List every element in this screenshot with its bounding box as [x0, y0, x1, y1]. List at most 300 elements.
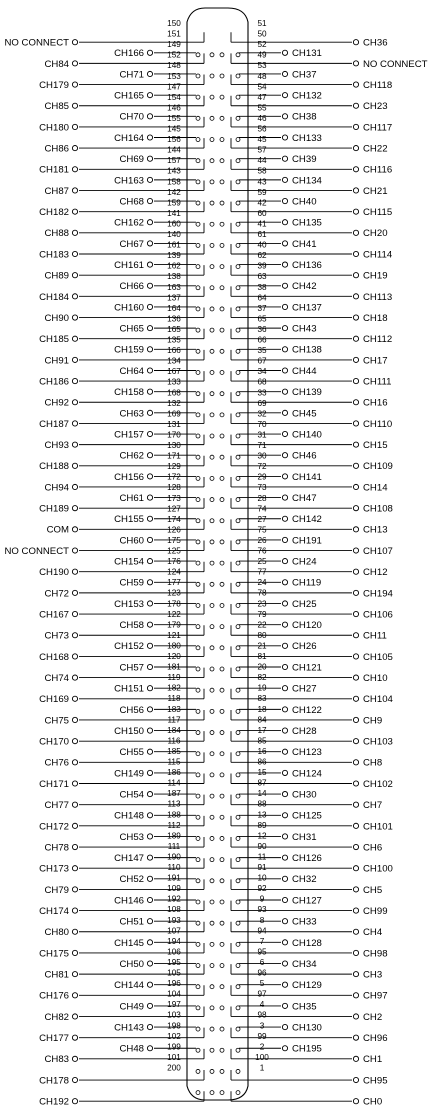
terminal-right	[353, 972, 358, 977]
pin-contact	[220, 646, 224, 650]
pin-number-left: 178	[167, 599, 181, 609]
pin-contact	[220, 1048, 224, 1052]
pin-contact	[210, 476, 214, 480]
pin-contact	[236, 603, 240, 607]
pin-contact	[210, 222, 214, 226]
pin-contact	[210, 95, 214, 99]
pin-contact	[196, 964, 200, 968]
terminal-left	[72, 336, 77, 341]
pin-contact	[210, 498, 214, 502]
terminal-right	[353, 484, 358, 489]
pin-number-left: 116	[167, 736, 181, 746]
channel-label-left-inner: CH58	[119, 620, 144, 632]
channel-label-right-inner: CH44	[292, 365, 317, 377]
pin-number-left: 155	[167, 113, 181, 123]
pin-contact	[196, 138, 200, 142]
pin-contact	[220, 540, 224, 544]
terminal-left-inner	[147, 707, 152, 712]
pin-contact	[210, 392, 214, 396]
pin-contact	[196, 349, 200, 353]
channel-label-left: CH82	[44, 1011, 69, 1023]
channel-label-left-inner: CH63	[119, 408, 144, 420]
terminal-left	[72, 887, 77, 892]
channel-label-left-inner: CH147	[114, 853, 144, 865]
pin-number-right: 48	[257, 71, 267, 81]
terminal-left-inner	[147, 304, 152, 309]
pin-contact	[196, 1027, 200, 1031]
pin-number-left: 134	[167, 356, 181, 366]
pin-number-right: 72	[257, 462, 267, 472]
pin-contact	[220, 731, 224, 735]
channel-label-left-inner: CH66	[119, 281, 144, 293]
pin-contact	[210, 900, 214, 904]
terminal-right	[353, 1099, 358, 1104]
pin-contact	[210, 921, 214, 925]
terminal-right	[353, 124, 358, 129]
pin-number-right: 30	[257, 451, 267, 461]
pin-contact	[210, 243, 214, 247]
terminal-left-inner	[147, 559, 152, 564]
pin-contact	[196, 243, 200, 247]
pin-contact	[196, 879, 200, 883]
pin-contact	[196, 159, 200, 163]
channel-label-right: CH115	[363, 207, 393, 219]
terminal-right	[353, 1014, 358, 1019]
pin-number-right: 37	[257, 303, 267, 313]
pin-number-right: 9	[259, 894, 265, 904]
terminal-left-inner	[147, 368, 152, 373]
pin-number-left: 105	[167, 968, 181, 978]
pin-contact	[210, 794, 214, 798]
pin-number-right: 97	[257, 989, 267, 999]
channel-label-left-inner: CH160	[114, 302, 144, 314]
pin-contact	[220, 392, 224, 396]
terminal-left	[72, 1099, 77, 1104]
terminal-right	[353, 378, 358, 383]
pin-number-left: 159	[167, 198, 181, 208]
pin-contact	[236, 476, 240, 480]
channel-label-left: CH74	[44, 673, 69, 684]
terminal-left	[72, 675, 77, 680]
pin-contact	[236, 1048, 240, 1052]
pin-number-right: 5	[259, 979, 265, 989]
channel-label-right: CH9	[363, 715, 383, 727]
channel-label-left: COM	[46, 524, 69, 536]
terminal-right-inner	[282, 559, 287, 564]
terminal-left-inner	[147, 326, 152, 331]
channel-label-right: CH6	[363, 842, 383, 854]
pin-contact	[236, 688, 240, 692]
terminal-left	[72, 1056, 77, 1061]
pin-contact	[196, 731, 200, 735]
terminal-right-inner	[282, 749, 287, 754]
terminal-left-inner	[147, 135, 152, 140]
pin-contact	[236, 455, 240, 459]
pin-number-left: 139	[167, 251, 181, 261]
channel-label-left-inner: CH156	[114, 471, 144, 483]
pin-number-right: 64	[257, 293, 267, 303]
pin-contact	[210, 265, 214, 269]
terminal-left	[72, 633, 77, 638]
channel-label-right: CH118	[363, 79, 393, 91]
channel-label-left-inner: CH51	[119, 916, 144, 928]
channel-label-left: CH180	[39, 122, 69, 134]
channel-label-right: CH103	[363, 736, 393, 748]
terminal-right	[353, 103, 358, 108]
pin-contact	[236, 1091, 240, 1095]
pin-number-left: 156	[167, 135, 181, 145]
pin-contact	[220, 180, 224, 184]
pin-contact	[196, 625, 200, 629]
pin-contact	[236, 53, 240, 57]
pin-contact	[196, 1048, 200, 1052]
pin-number-right: 70	[257, 419, 267, 429]
pin-contact	[220, 53, 224, 57]
channel-label-left: CH93	[44, 440, 69, 452]
pin-number-left: 153	[167, 71, 181, 81]
terminal-left	[72, 167, 77, 172]
channel-label-right-inner: CH120	[292, 620, 322, 632]
pin-number-left: 102	[167, 1031, 181, 1041]
channel-label-right: CH4	[363, 927, 383, 939]
channel-label-left-inner: CH62	[119, 450, 144, 462]
pin-number-right: 1	[259, 1063, 265, 1073]
channel-label-right-inner: CH31	[292, 831, 317, 843]
channel-label-right-inner: CH40	[292, 196, 317, 208]
pin-number-right: 62	[257, 251, 267, 261]
terminal-left	[72, 696, 77, 701]
terminal-right	[353, 696, 358, 701]
pin-number-right: 38	[257, 282, 267, 292]
pin-number-right: 32	[257, 409, 267, 419]
channel-label-right: CH15	[363, 440, 388, 452]
pin-contact	[220, 286, 224, 290]
pin-number-left: 101	[167, 1052, 181, 1062]
channel-label-left: CH171	[39, 778, 69, 790]
pin-number-right: 24	[257, 578, 267, 588]
channel-label-right: CH5	[363, 884, 383, 896]
terminal-right	[353, 993, 358, 998]
channel-label-right-inner: CH39	[292, 154, 317, 166]
terminal-right	[353, 61, 358, 66]
pin-number-right: 22	[257, 620, 267, 630]
pin-number-left: 184	[167, 725, 181, 735]
channel-label-left-inner: CH148	[114, 810, 144, 822]
pin-contact	[236, 858, 240, 862]
channel-label-left: CH186	[39, 376, 69, 388]
pin-contact	[220, 159, 224, 163]
terminal-left	[72, 40, 77, 45]
pin-contact	[236, 1069, 240, 1073]
pin-contact	[196, 53, 200, 57]
terminal-left-inner	[147, 453, 152, 458]
terminal-right-inner	[282, 135, 287, 140]
pin-number-right: 20	[257, 662, 267, 672]
pin-number-right: 40	[257, 240, 267, 250]
terminal-right-inner	[282, 580, 287, 585]
terminal-right	[353, 442, 358, 447]
pin-contact	[236, 921, 240, 925]
pin-number-left: 188	[167, 810, 181, 820]
pin-contact	[210, 603, 214, 607]
channel-label-left: CH85	[44, 101, 69, 113]
terminal-left-inner	[147, 982, 152, 987]
pin-contact	[236, 709, 240, 713]
channel-label-left: CH83	[44, 1054, 69, 1066]
pin-contact	[236, 582, 240, 586]
pin-number-left: 148	[167, 61, 181, 71]
terminal-right	[353, 1077, 358, 1082]
pin-contact	[220, 921, 224, 925]
pin-contact	[210, 858, 214, 862]
pin-number-right: 56	[257, 124, 267, 134]
pin-number-right: 43	[257, 177, 267, 187]
pin-number-left: 146	[167, 103, 181, 113]
terminal-left	[72, 124, 77, 129]
pin-contact	[236, 328, 240, 332]
channel-label-left: CH76	[44, 757, 69, 769]
pin-number-right: 31	[257, 430, 267, 440]
pin-contact	[236, 286, 240, 290]
pin-contact	[196, 667, 200, 671]
terminal-right-inner	[282, 770, 287, 775]
channel-label-left-inner: CH49	[119, 1001, 144, 1013]
pin-number-left: 198	[167, 1021, 181, 1031]
channel-label-right-inner: CH25	[292, 598, 317, 610]
terminal-left-inner	[147, 347, 152, 352]
channel-label-left-inner: CH55	[119, 747, 144, 759]
channel-label-left: CH72	[44, 588, 69, 600]
pin-contact	[196, 773, 200, 777]
pin-contact	[220, 74, 224, 78]
terminal-right	[353, 421, 358, 426]
pin-contact	[236, 180, 240, 184]
pin-number-left: 171	[167, 451, 181, 461]
terminal-right-inner	[282, 686, 287, 691]
terminal-left-inner	[147, 537, 152, 542]
pin-number-left: 152	[167, 50, 181, 60]
pin-number-right: 99	[257, 1031, 267, 1041]
channel-label-right-inner: CH195	[292, 1043, 322, 1055]
pin-number-left: 106	[167, 947, 181, 957]
pin-number-right: 17	[257, 725, 267, 735]
pin-number-left: 141	[167, 208, 181, 218]
channel-label-right-inner: CH133	[292, 132, 322, 144]
pin-number-left: 191	[167, 873, 181, 883]
channel-label-left: NO CONNECT	[4, 37, 69, 49]
terminal-right	[353, 1056, 358, 1061]
pin-contact	[236, 498, 240, 502]
pin-number-right: 47	[257, 92, 267, 102]
channel-label-right-inner: CH130	[292, 1022, 322, 1034]
pin-number-right: 23	[257, 599, 267, 609]
channel-label-left-inner: CH151	[114, 683, 144, 695]
pin-contact	[196, 392, 200, 396]
pin-contact	[210, 1048, 214, 1052]
terminal-right	[353, 1035, 358, 1040]
channel-label-right-inner: CH141	[292, 471, 322, 483]
terminal-left-inner	[147, 410, 152, 415]
pin-contact	[196, 434, 200, 438]
channel-label-right-inner: CH45	[292, 408, 317, 420]
channel-label-right-inner: CH34	[292, 958, 317, 970]
channel-label-left: CH188	[39, 461, 69, 473]
terminal-right-inner	[282, 389, 287, 394]
channel-label-right-inner: CH26	[292, 641, 317, 653]
channel-label-right: CH117	[363, 122, 393, 134]
pin-contact	[196, 794, 200, 798]
channel-label-left: CH169	[39, 694, 69, 706]
pin-number-right: 82	[257, 673, 267, 683]
pin-contact	[196, 74, 200, 78]
pin-contact	[210, 307, 214, 311]
terminal-left-inner	[147, 855, 152, 860]
terminal-left	[72, 209, 77, 214]
pin-number-right: 65	[257, 314, 267, 324]
terminal-right-inner	[282, 1003, 287, 1008]
channel-label-left: CH94	[44, 482, 69, 494]
pin-number-right: 89	[257, 820, 267, 830]
channel-label-right: CH98	[363, 948, 388, 960]
channel-label-right: CH8	[363, 757, 383, 769]
pin-contact	[236, 222, 240, 226]
pin-contact	[210, 773, 214, 777]
terminal-right	[353, 739, 358, 744]
pin-contact	[236, 1027, 240, 1031]
terminal-right	[353, 315, 358, 320]
terminal-left-inner	[147, 940, 152, 945]
channel-label-right: CH110	[363, 418, 393, 430]
pin-number-left: 177	[167, 578, 181, 588]
channel-label-left-inner: CH153	[114, 598, 144, 610]
pin-number-left: 122	[167, 609, 181, 619]
pin-number-left: 136	[167, 314, 181, 324]
terminal-left	[72, 866, 77, 871]
terminal-right-inner	[282, 601, 287, 606]
channel-label-left: CH183	[39, 249, 69, 261]
channel-label-right-inner: CH41	[292, 238, 317, 250]
terminal-left-inner	[147, 1046, 152, 1051]
pin-number-right: 91	[257, 863, 267, 872]
pin-number-left: 158	[167, 177, 181, 187]
terminal-right	[353, 717, 358, 722]
pin-contact	[220, 138, 224, 142]
pin-number-left: 124	[167, 567, 181, 577]
terminal-right	[353, 675, 358, 680]
pin-contact	[210, 836, 214, 840]
terminal-left	[72, 739, 77, 744]
terminal-right	[353, 336, 358, 341]
channel-label-right: CH3	[363, 969, 383, 981]
pin-number-left: 179	[167, 620, 181, 630]
channel-label-left: CH174	[39, 905, 69, 917]
terminal-left	[72, 103, 77, 108]
channel-label-left-inner: CH56	[119, 704, 144, 716]
pin-contact	[236, 413, 240, 417]
terminal-right	[353, 230, 358, 235]
channel-label-left-inner: CH164	[114, 132, 144, 144]
terminal-left-inner	[147, 114, 152, 119]
terminal-left	[72, 82, 77, 87]
pin-number-left: 144	[167, 145, 181, 155]
channel-label-left: CH91	[44, 355, 69, 367]
pin-contact	[210, 582, 214, 586]
pin-contact	[196, 286, 200, 290]
pin-contact	[220, 964, 224, 968]
terminal-right	[353, 929, 358, 934]
terminal-right-inner	[282, 813, 287, 818]
pin-number-left: 130	[167, 441, 181, 450]
channel-label-right: CH96	[363, 1033, 388, 1045]
channel-label-left-inner: CH154	[114, 556, 144, 568]
pin-number-right: 86	[257, 757, 267, 767]
terminal-left	[72, 421, 77, 426]
channel-label-left: CH77	[44, 800, 69, 812]
pin-number-left: 182	[167, 683, 181, 693]
pin-number-left: 162	[167, 261, 181, 271]
pin-number-left: 163	[167, 282, 181, 292]
terminal-right-inner	[282, 834, 287, 839]
terminal-right	[353, 506, 358, 511]
pin-contact	[236, 1006, 240, 1010]
pin-contact	[210, 752, 214, 756]
connector-shell	[187, 8, 248, 1100]
terminal-left-inner	[147, 516, 152, 521]
channel-label-left-inner: CH50	[119, 958, 144, 970]
pin-number-left: 129	[167, 462, 181, 472]
pin-number-right: 59	[257, 187, 267, 197]
pin-number-left: 115	[167, 757, 181, 767]
pin-contact	[196, 900, 200, 904]
pin-contact	[210, 138, 214, 142]
pin-number-left: 199	[167, 1042, 181, 1052]
terminal-left-inner	[147, 283, 152, 288]
pin-number-right: 54	[257, 82, 267, 92]
channel-label-right: CH101	[363, 821, 393, 833]
pin-number-right: 55	[257, 103, 267, 113]
channel-label-right-inner: CH32	[292, 874, 317, 886]
pin-number-right: 84	[257, 715, 267, 725]
channel-label-right-inner: CH136	[292, 259, 322, 271]
pin-number-right: 29	[257, 472, 267, 482]
channel-label-right: CH104	[363, 694, 393, 706]
terminal-right-inner	[282, 347, 287, 352]
pin-contact	[196, 328, 200, 332]
pin-contact	[210, 201, 214, 205]
terminal-right	[353, 950, 358, 955]
pin-contact	[220, 328, 224, 332]
channel-label-left: CH170	[39, 736, 69, 748]
channel-label-right: CH95	[363, 1075, 388, 1087]
pin-contact	[220, 858, 224, 862]
pin-number-left: 175	[167, 535, 181, 545]
channel-label-left-inner: CH57	[119, 662, 144, 674]
terminal-left-inner	[147, 262, 152, 267]
pin-number-right: 41	[257, 219, 267, 229]
channel-label-left: CH175	[39, 948, 69, 960]
pin-number-left: 125	[167, 546, 181, 556]
pin-contact	[236, 752, 240, 756]
terminal-right	[353, 357, 358, 362]
channel-label-left-inner: CH65	[119, 323, 144, 335]
channel-label-left: CH89	[44, 270, 69, 282]
terminal-right	[353, 802, 358, 807]
channel-label-left: CH73	[44, 630, 69, 642]
terminal-right-inner	[282, 876, 287, 881]
channel-label-left-inner: CH150	[114, 725, 144, 737]
channel-label-left: CH187	[39, 418, 69, 430]
channel-label-right-inner: CH126	[292, 853, 322, 865]
